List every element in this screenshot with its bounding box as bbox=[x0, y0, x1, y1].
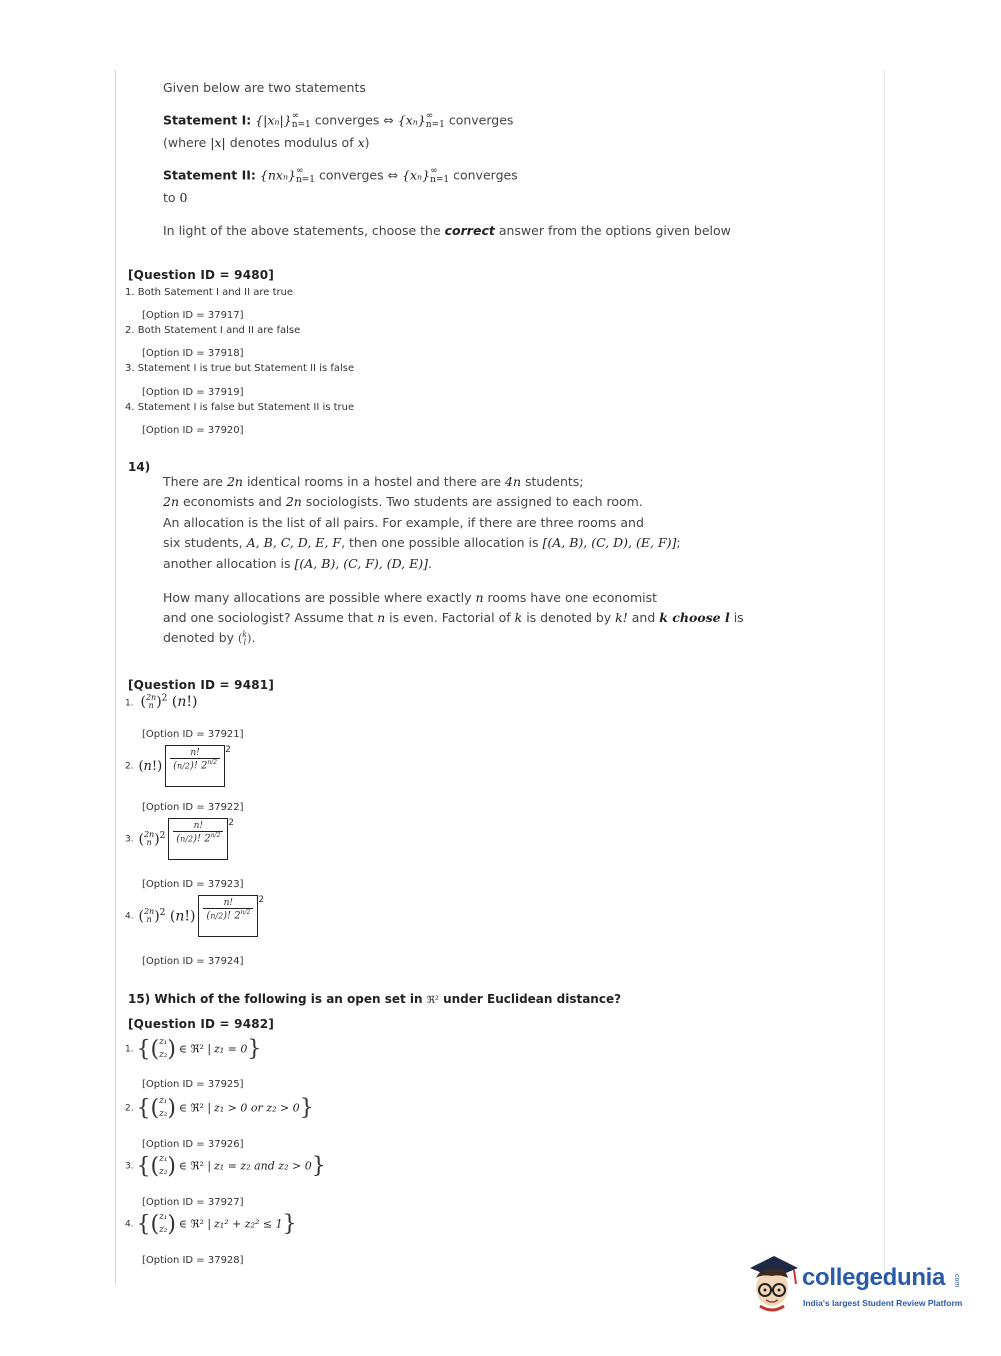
q15-option-2-id: [Option ID = 37926] bbox=[142, 1139, 244, 1150]
logo-wordmark: collegedunia bbox=[802, 1264, 946, 1291]
q13-option-1-id: [Option ID = 37917] bbox=[142, 310, 244, 321]
q13-option-4: 4. Statement I is false but Statement II is true bbox=[125, 402, 355, 413]
q14-line-2: 2n economists and 2n sociologists. Two students are assigned to each room. bbox=[163, 494, 643, 509]
q13-option-3-id: [Option ID = 37919] bbox=[142, 387, 244, 398]
q14-option-2-id: [Option ID = 37922] bbox=[142, 802, 244, 813]
q14-line-7: and one sociologist? Assume that n is even. Factorial of k is denoted by k! and k choose l is bbox=[163, 610, 744, 625]
statement-2: Statement II: {nxₙ} ∞ n=1 converges ⇔ {xₙ} ∞ n=1 converges bbox=[163, 166, 518, 185]
statement-2-label: Statement II: bbox=[163, 167, 256, 183]
q14-line-3: An allocation is the list of all pairs. For example, if there are three rooms and bbox=[163, 515, 644, 530]
instruction-text: In light of the above statements, choose the correct answer from the options given below bbox=[163, 223, 731, 238]
statement-1: Statement I: {|xₙ|} ∞ n=1 converges ⇔ {xₙ} ∞ n=1 converges bbox=[163, 111, 514, 130]
question-14-number: 14) bbox=[128, 460, 151, 474]
q13-option-3: 3. Statement I is true but Statement II is false bbox=[125, 363, 355, 374]
q15-option-4-id: [Option ID = 37928] bbox=[142, 1255, 244, 1266]
question-id-9481: [Question ID = 9481] bbox=[128, 678, 275, 692]
q14-line-1: There are 2n identical rooms in a hostel and there are 4n students; bbox=[163, 474, 584, 489]
q14-option-4: 4. ( 2n n )$^2$ (n!) $\frac{n!}{(n/2)! 2^{n/2}}$ $^2$ bbox=[125, 895, 264, 937]
statement-1-note: (where |x| denotes modulus of x) bbox=[163, 135, 370, 150]
q15-option-3-id: [Option ID = 37927] bbox=[142, 1197, 244, 1208]
q13-option-4-id: [Option ID = 37920] bbox=[142, 425, 244, 436]
intro-text: Given below are two statements bbox=[163, 80, 366, 95]
q15-option-4: 4. {( z₁ z₂ ) ∈ ℜ² | z₁² + z₂² ≤ 1} bbox=[125, 1211, 297, 1237]
q15-option-3: 3. {( z₁ z₂ ) ∈ ℜ² | z₁ = z₂ and z₂ > 0} bbox=[125, 1153, 326, 1179]
q14-option-3-id: [Option ID = 37923] bbox=[142, 879, 244, 890]
q14-line-8: denoted by ( k l ). bbox=[163, 629, 256, 647]
q15-option-1: 1. {( z₁ z₂ ) ∈ ℜ² | z₁ = 0} bbox=[125, 1036, 262, 1062]
statement-1-label: Statement I: bbox=[163, 112, 252, 128]
q15-option-2: 2. {( z₁ z₂ ) ∈ ℜ² | z₁ > 0 or z₂ > 0} bbox=[125, 1095, 314, 1121]
q13-option-2: 2. Both Statement I and II are false bbox=[125, 325, 301, 336]
left-margin-rule bbox=[115, 70, 116, 1285]
question-id-9482: [Question ID = 9482] bbox=[128, 1017, 275, 1031]
q14-line-4: six students, A, B, C, D, E, F, then one possible allocation is [(A, B), (C, D), (E, F)]; bbox=[163, 535, 681, 550]
logo-tagline: India's largest Student Review Platform bbox=[803, 1298, 963, 1308]
q14-option-3: 3. ( 2n n )$^2$ $\frac{n!}{(n/2)! 2^{n/2}}$ $^2$ bbox=[125, 818, 234, 860]
statement-2-cont: to 0 bbox=[163, 190, 188, 205]
q13-option-2-id: [Option ID = 37918] bbox=[142, 348, 244, 359]
right-margin-rule bbox=[884, 70, 885, 1285]
question-15-text: 15) Which of the following is an open set in ℜ² under Euclidean distance? bbox=[128, 992, 622, 1006]
q14-option-1-id: [Option ID = 37921] bbox=[142, 729, 244, 740]
q15-option-1-id: [Option ID = 37925] bbox=[142, 1079, 244, 1090]
q14-option-1: 1. ( 2n n )$^2$ (n!) bbox=[125, 692, 198, 710]
collegedunia-logo[interactable] bbox=[742, 1250, 972, 1320]
binom-k-choose-l: ( k l ) bbox=[238, 629, 252, 647]
q14-option-4-id: [Option ID = 37924] bbox=[142, 956, 244, 967]
q14-option-2: 2. (n!) $\frac{n!}{(n/2)! 2^{n/2}}$ $^2$ bbox=[125, 745, 231, 787]
mascot-icon bbox=[742, 1250, 802, 1316]
q14-line-6: How many allocations are possible where exactly n rooms have one economist bbox=[163, 590, 658, 605]
logo-suffix: .com bbox=[953, 1272, 960, 1288]
q14-line-5: another allocation is [(A, B), (C, F), (D, E)]. bbox=[163, 556, 432, 571]
q13-option-1: 1. Both Satement I and II are true bbox=[125, 287, 294, 298]
question-id-9480: [Question ID = 9480] bbox=[128, 268, 275, 282]
